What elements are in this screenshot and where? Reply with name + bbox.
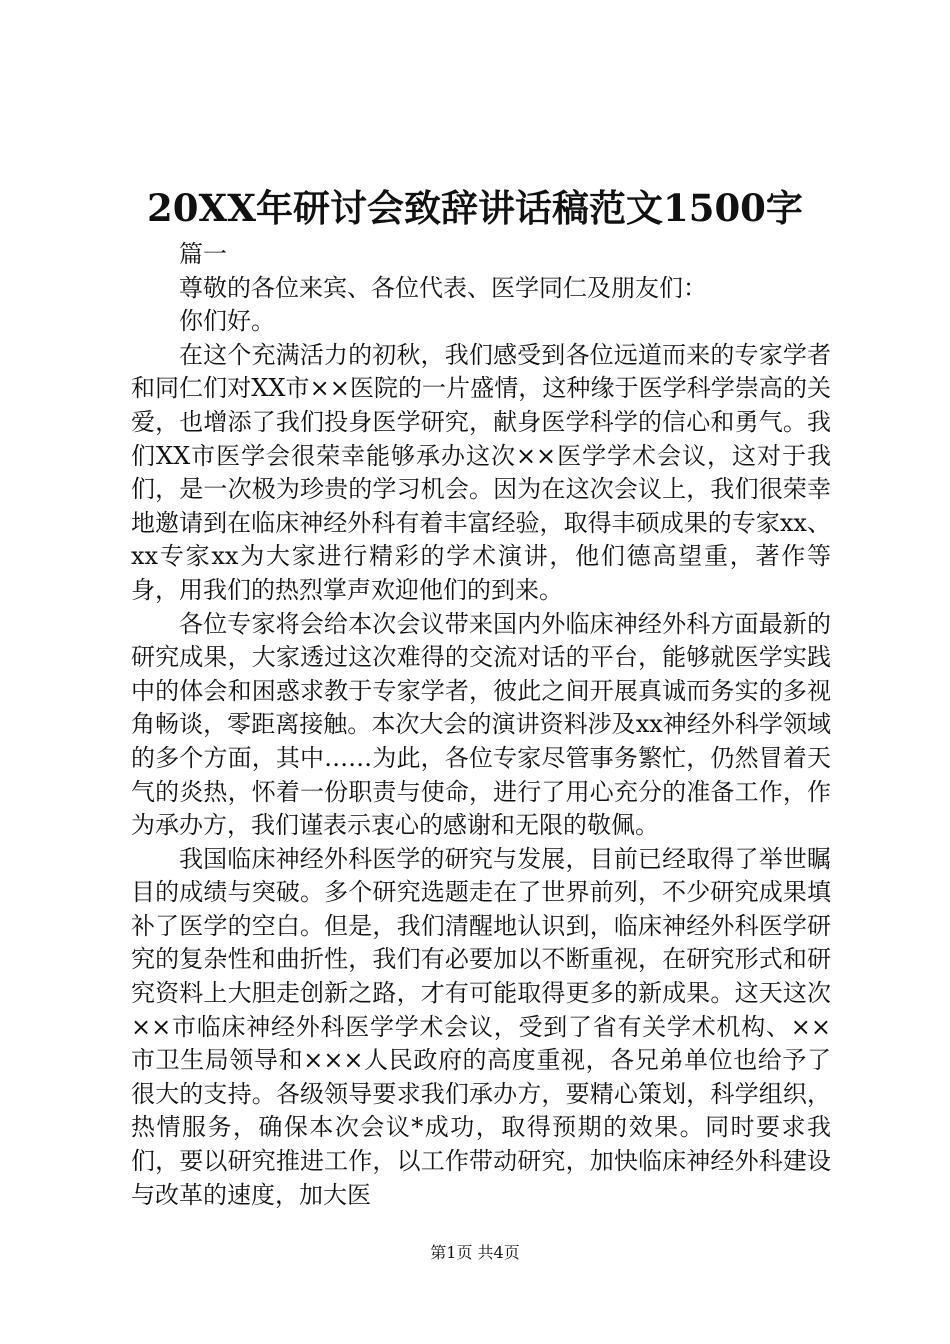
section-label: 篇一 [179, 240, 227, 268]
greeting: 你们好。 [179, 307, 275, 336]
page-footer: 第1页 共4页 [430, 1243, 520, 1262]
salutation: 尊敬的各位来宾、各位代表、医学同仁及朋友们： [179, 273, 707, 302]
document-body [131, 238, 831, 1212]
body-paragraph: 在这个充满活力的初秋，我们感受到各位远道而来的专家学者和同仁们对XX市××医院的一片盛情，这种缘于医学科学崇高的关爱，也增添了我们投身医学研究，献身医学科学的信心和勇气。我们XX市医学会很荣幸能够承办这次××医学学术会议，这对于我们，是一次极为珍贵的学习机会。因为在这次会议上，我们很荣幸地邀请到在临床神经外科有着丰富经验，取得丰硕成果的专家xx、xx专家xx为大家进行精彩的学术演讲，他们德高望重，著作等身，用我们的热烈掌声欢迎他们的到来。 [131, 340, 831, 604]
body-paragraph: 我国临床神经外科医学的研究与发展，目前已经取得了举世瞩目的成绩与突破。多个研究选题走在了世界前列，不少研究成果填补了医学的空白。但是，我们清醒地认识到，临床神经外科医学研究的复杂性和曲折性，我们有必要加以不断重视，在研究形式和研究资料上大胆走创新之路，才有可能取得更多的新成果。这天这次××市临床神经外科医学学术会议，受到了省有关学术机构、××市卫生局领导和×××人民政府的高度重视，各兄弟单位也给予了很大的支持。各级领导要求我们承办方，要精心策划，科学组织，热情服务，确保本次会议*成功，取得预期的效果。同时要求我们，要以研究推进工作，以工作带动研究，加快临床神经外科建设与改革的速度，加大医 [131, 844, 831, 1209]
document-title: 20XX年研讨会致辞讲话稿范文1500字 [147, 186, 803, 230]
body-paragraph: 各位专家将会给本次会议带来国内外临床神经外科方面最新的研究成果，大家透过这次难得的交流对话的平台，能够就医学实践中的体会和困惑求教于专家学者，彼此之间开展真诚而务实的多视角畅谈，零距离接触。本次大会的演讲资料涉及xx神经外科学领域的多个方面，其中……为此，各位专家尽管事务繁忙，仍然冒着天气的炎热，怀着一份职责与使命，进行了用心充分的准备工作，作为承办方，我们谨表示衷心的感谢和无限的敬佩。 [131, 609, 831, 840]
